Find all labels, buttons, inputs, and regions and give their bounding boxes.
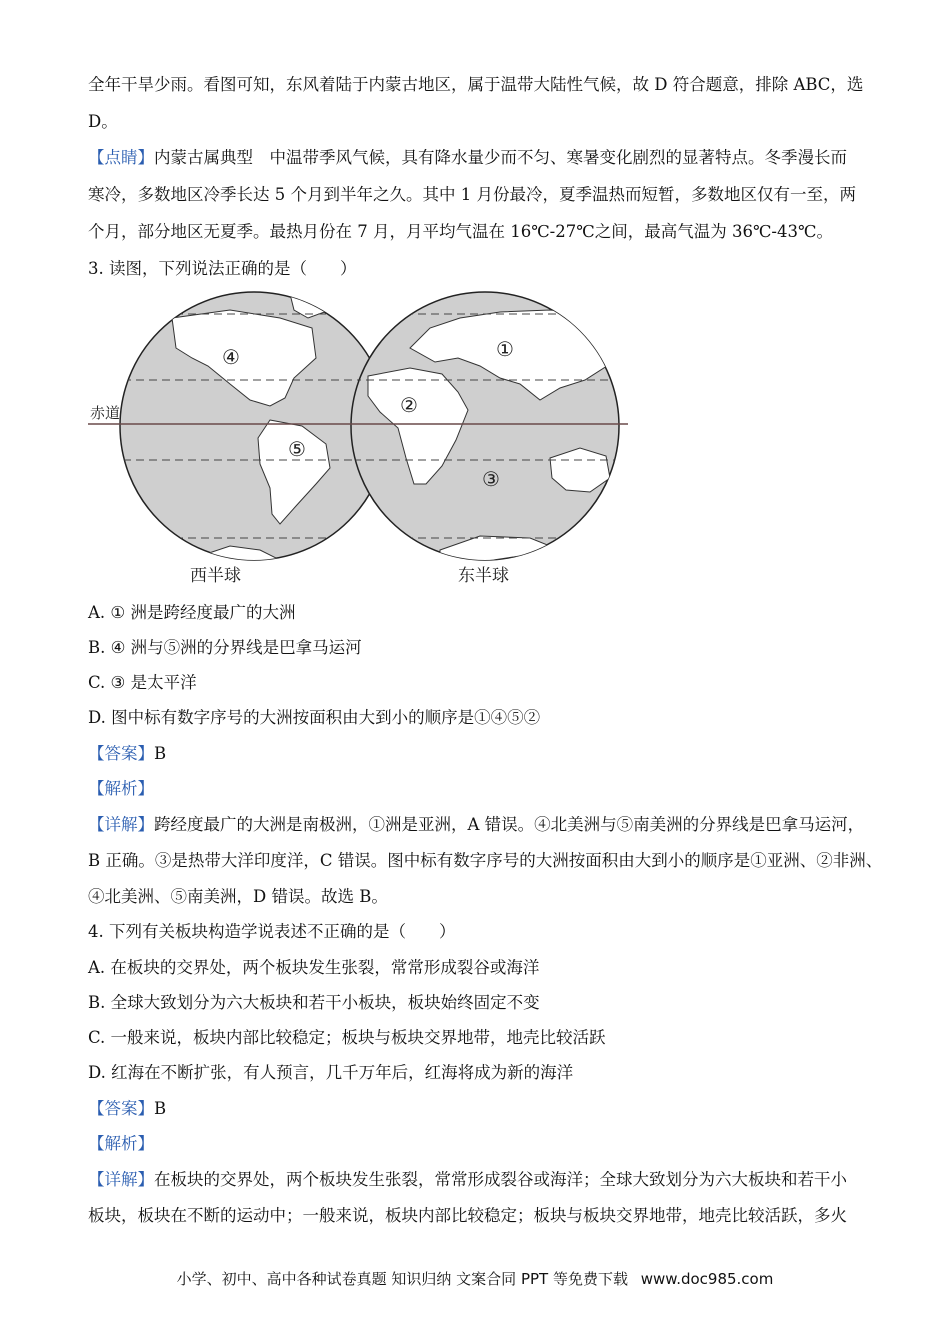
answer-line bbox=[88, 1098, 166, 1120]
text-line: 寒冷，多数地区冷季长达 5 个月到半年之久。其中 1 月份最冷，夏季温热而短暂，多数地区仅有一至，两 bbox=[88, 185, 856, 204]
answer-tag: 【答案】 bbox=[88, 1099, 154, 1118]
equator-label: 赤道 bbox=[90, 404, 121, 422]
answer-tag: 【答案】 bbox=[88, 744, 154, 763]
question-3-stem: 3. 读图，下列说法正确的是（ ） bbox=[88, 259, 357, 278]
text-line: 个月，部分地区无夏季。最热月份在 7 月，月平均气温在 16℃-27℃之间，最高气温为 36℃-43℃。 bbox=[88, 222, 833, 241]
mark-1: ① bbox=[496, 337, 514, 361]
footer-url[interactable]: www.doc985.com bbox=[640, 1270, 774, 1288]
text-line bbox=[88, 147, 847, 169]
option-c: C. ③ 是太平洋 bbox=[88, 673, 197, 692]
detail-text: 在板块的交界处，两个板块发生张裂，常常形成裂谷或海洋；全球大致划分为六大板块和若干小 bbox=[154, 1170, 847, 1189]
option-b: B. 全球大致划分为六大板块和若干小板块，板块始终固定不变 bbox=[88, 993, 540, 1012]
analysis-tag: 【解析】 bbox=[88, 1134, 154, 1153]
text-line: 全年干旱少雨。看图可知，东风着陆于内蒙古地区，属于温带大陆性气候，故 D 符合题意，排除 ABC，选 bbox=[88, 75, 864, 94]
mark-4: ④ bbox=[222, 345, 240, 369]
detail-line: 板块，板块在不断的运动中；一般来说，板块内部比较稳定；板块与板块交界地带，地壳比较活跃，多火 bbox=[88, 1206, 847, 1225]
mark-5: ⑤ bbox=[288, 437, 306, 461]
answer-value: B bbox=[154, 1099, 167, 1118]
mark-2: ② bbox=[400, 393, 418, 417]
option-b: B. ④ 洲与⑤洲的分界线是巴拿马运河 bbox=[88, 638, 362, 657]
option-d: D. 红海在不断扩张，有人预言，几千万年后，红海将成为新的海洋 bbox=[88, 1063, 574, 1082]
text-line: D。 bbox=[88, 112, 118, 131]
detail-line bbox=[88, 814, 864, 836]
mark-3: ③ bbox=[482, 467, 500, 491]
option-a: A. 在板块的交界处，两个板块发生张裂，常常形成裂谷或海洋 bbox=[88, 958, 540, 977]
dianjing-text: 内蒙古属典型 中温带季风气候，具有降水量少而不匀、寒暑变化剧烈的显著特点。冬季漫长而 bbox=[154, 148, 847, 167]
page-footer bbox=[0, 1268, 950, 1289]
detail-line: B 正确。③是热带大洋印度洋，C 错误。图中标有数字序号的大洲按面积由大到小的顺序是①亚洲、②非洲、 bbox=[88, 851, 883, 870]
east-hemisphere-label: 东半球 bbox=[458, 566, 509, 586]
detail-line: ④北美洲、⑤南美洲，D 错误。故选 B。 bbox=[88, 887, 388, 906]
dianjing-tag: 【点睛】 bbox=[88, 148, 154, 167]
hemisphere-map bbox=[80, 288, 640, 588]
detail-tag: 【详解】 bbox=[88, 1170, 154, 1189]
analysis-tag: 【解析】 bbox=[88, 779, 154, 798]
option-c: C. 一般来说，板块内部比较稳定；板块与板块交界地带，地壳比较活跃 bbox=[88, 1028, 606, 1047]
detail-text: 跨经度最广的大洲是南极洲，①洲是亚洲，A 错误。④北美洲与⑤南美洲的分界线是巴拿马运河， bbox=[154, 815, 865, 834]
west-hemisphere-label: 西半球 bbox=[190, 566, 241, 586]
question-4-stem: 4. 下列有关板块构造学说表述不正确的是（ ） bbox=[88, 922, 456, 941]
option-d: D. 图中标有数字序号的大洲按面积由大到小的顺序是①④⑤② bbox=[88, 708, 541, 727]
answer-line bbox=[88, 743, 166, 765]
option-a: A. ① 洲是跨经度最广的大洲 bbox=[88, 603, 296, 622]
footer-text: 小学、初中、高中各种试卷真题 知识归纳 文案合同 PPT 等免费下载 bbox=[176, 1270, 628, 1288]
detail-line bbox=[88, 1169, 847, 1191]
detail-tag: 【详解】 bbox=[88, 815, 154, 834]
answer-value: B bbox=[154, 744, 167, 763]
